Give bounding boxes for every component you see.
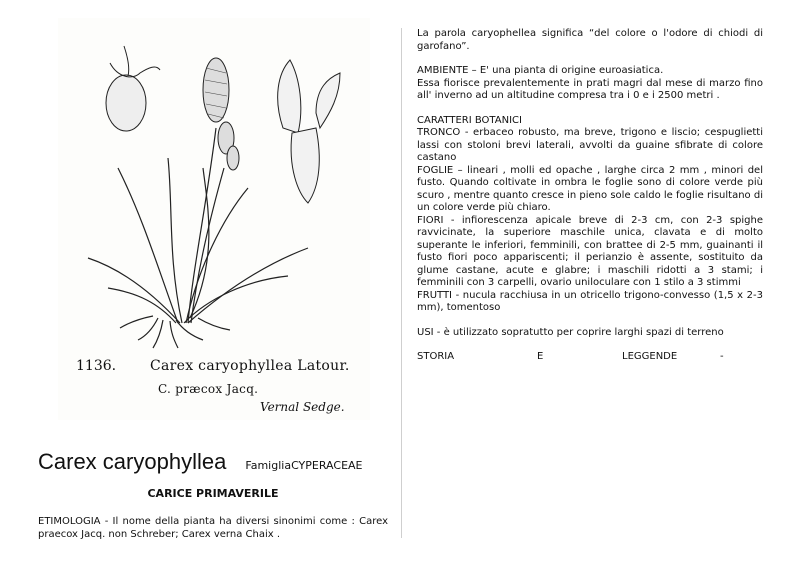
fiori-text: FIORI - infiorescenza apicale breve di 2-3 cm, con 2-3 spighe ravvicinate, la superiore maschile unica, clavata e di molto superante le inferiori, femminili, con brattee di 2-5 mm, guainanti il fusto fiori poco appariscenti; il perianzio è assente, sostituito da glume castane, acute e glabre; i maschili ridotti a 3 stami; i femminili con 3 carpelli, ovario uniloculare con 1 stilo a 3 stimmi [417,214,763,288]
etymology-text: ETIMOLOGIA - Il nome della pianta ha diversi sinonimi come : Carex praecox Jacq. non Schreber; Carex verna Chaix . [38,516,388,540]
ambiente-text: Essa fiorisce prevalentemente in prati magri dal mese di marzo fino all' inverno ad un altitudine compresa tra i 0 e i 2500 metri . [417,77,763,101]
storia-leggende-row [417,351,763,364]
intro-paragraph: La parola caryophellea significa “del colore o l'odore di chiodi di garofano”. [417,28,763,52]
dash: - [720,351,724,362]
tronco-text: TRONCO - erbaceo robusto, ma breve, trigono e liscio; cespuglietti lassi con stoloni brevi laterali, avvolti da guaine sfibrate di colore castano [417,127,763,163]
usi-text: USI - è utilizzato sopratutto per coprire larghi spazi di terreno [417,326,724,338]
storia-word: STORIA [417,351,455,362]
column-divider [401,28,402,538]
plate-number: 1136. [76,358,117,374]
caratteri-heading: CARATTERI BOTANICI [417,114,522,126]
botanical-illustration [58,18,370,420]
description-column [417,28,763,364]
foglie-text: FOGLIE – lineari , molli ed opache , larghe circa 2 mm , minori del fusto. Quando coltivate in ombra le foglie sono di colore verde più scuro , mentre quanto cresce in pieno sole caldo le foglie risultano di un colore verde più chiaro. [417,164,763,213]
e-word: E [537,351,544,362]
ambiente-heading: AMBIENTE – E' una pianta di origine euroasiatica. [417,65,664,76]
illustration-caption: Carex caryophyllea Latour. [150,358,350,374]
family-label: FamigliaCYPERACEAE [245,459,363,472]
leggende-word: LEGGENDE [622,351,678,362]
carex-plant-drawing [58,18,370,353]
illustration-english-name: Vernal Sedge. [260,400,345,414]
illustration-synonym: C. præcox Jacq. [158,382,259,396]
species-title: Carex caryophyllea [38,449,227,474]
title-row [38,449,363,475]
common-name: CARICE PRIMAVERILE [147,487,279,500]
frutti-text: FRUTTI - nucula racchiusa in un otricello trigono-convesso (1,5 x 2-3 mm), tomentoso [417,289,763,313]
